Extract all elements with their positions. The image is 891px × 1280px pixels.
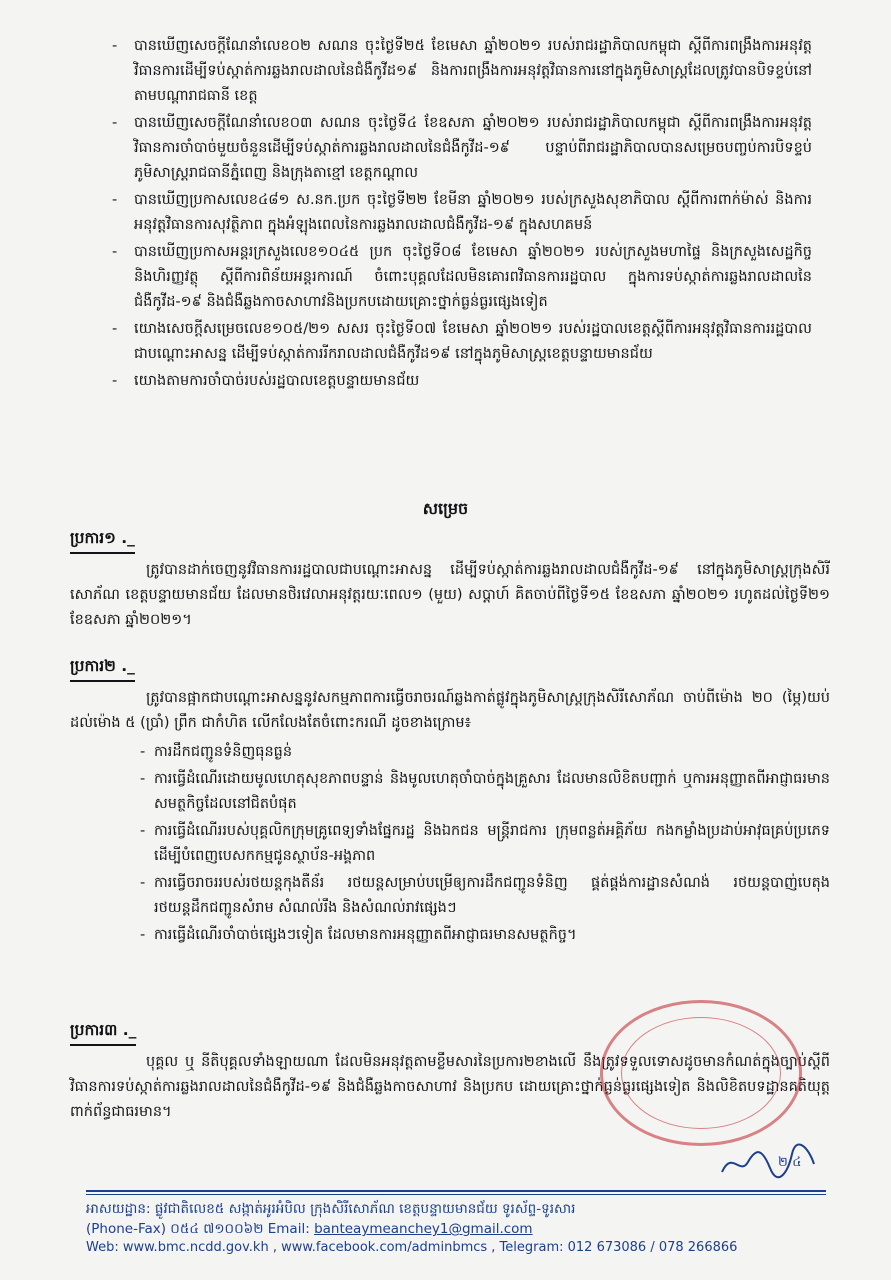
decision-heading: សម្រេច <box>422 499 469 518</box>
exception-item: - ការធ្វើដំណើររបស់បុគ្គលិកក្រុមគ្រូពេទ្យទាំងផ្នែករដ្ឋ និងឯកជន មន្ត្រីរាជការ ក្រុមពន្លត់អគ្គិភ័យ កងកម្លាំងប្រដាប់អាវុធគ្រប់ប្រភេទ ដើម្បីបំពេញបេសកកម្មជូនស្ថាប័ន-អង្គភាព <box>140 823 830 864</box>
legal-basis-item: - យោងតាមការចាំបាច់របស់រដ្ឋបាលខេត្តបន្ទាយមានជ័យ <box>112 373 420 389</box>
exception-list <box>140 740 830 948</box>
footer-web-links[interactable]: Web: www.bmc.ncdd.gov.kh , www.facebook.com/adminbmcs , Telegram: 012 673086 / 078 266866 <box>86 1240 738 1255</box>
footer <box>86 1190 826 1239</box>
article-text: ត្រូវបានផ្អាកជាបណ្តោះអាសន្ននូវសកម្មភាពការធ្វើចរាចរណ៍ឆ្លងកាត់ផ្លូវក្នុងភូមិសាស្ត្រក្រុងសិរីសោភ័ណ ចាប់ពីម៉ោង ២០ (ម្ភៃ)យប់ ដល់ម៉ោង ៥ (ប្រាំ) ព្រឹក ជាកំហិត លើកលែងតែចំពោះករណី ដូចខាងក្រោម៖ <box>70 690 830 731</box>
article-2 <box>70 654 830 950</box>
signature-initials <box>718 1142 818 1182</box>
exception-item: - ការដឹកជញ្ជូនទំនិញធុនធ្ងន់ <box>140 744 293 760</box>
legal-basis-item: - យោងសេចក្តីសម្រេចលេខ១០៥/២១ សសរ ចុះថ្ងៃទី០៧ ខែមេសា ឆ្នាំ២០២១ របស់រដ្ឋបាលខេត្តស្តីពីការអនុវត្តវិធានការរដ្ឋបាលជាបណ្តោះអាសន្ន ដើម្បីទប់ស្កាត់ការរីករាលដាលជំងឺកូវីដ១៩ នៅក្នុងភូមិសាស្ត្រខេត្តបន្ទាយមានជ័យ <box>112 321 812 362</box>
footer-rule <box>86 1194 826 1195</box>
footer-email-link[interactable]: banteaymeanchey1@gmail.com <box>314 1221 533 1237</box>
article-1 <box>70 526 830 633</box>
article-title: ប្រការ២ ._ <box>70 654 135 682</box>
footer-contact <box>86 1219 826 1239</box>
article-text: ត្រូវបានដាក់ចេញនូវវិធានការរដ្ឋបាលជាបណ្តោះអាសន្ន ដើម្បីទប់ស្កាត់ការឆ្លងរាលដាលជំងឺកូវីដ-១៩ នៅក្នុងភូមិសាស្ត្រក្រុងសិរីសោភ័ណ ខេត្តបន្ទាយមានជ័យ ដែលមានថិរវេលាអនុវត្តរយៈពេល១ (មួយ) សប្តាហ៍ គិតចាប់ពីថ្ងៃទី១៥ ខែឧសភា ឆ្នាំ២០២១ រហូតដល់ថ្ងៃទី២១ ខែឧសភា ឆ្នាំ២០២១។ <box>70 562 830 628</box>
footer-phone-fax: (Phone-Fax) ០៥៤ ៧១០០៦២ <box>86 1221 264 1237</box>
article-title: ប្រការ១ ._ <box>70 526 135 554</box>
exception-item: - ការធ្វើចរាចររបស់រថយន្តកុងតឺន័រ រថយន្តសម្រាប់បម្រើឲ្យការដឹកជញ្ជូនទំនិញ ផ្គត់ផ្គង់ការដ្ឋានសំណង់ រថយន្តបាញ់បេតុង រថយន្តដឹកជញ្ជូនសំរាម សំណល់រឹង និងសំណល់រាវផ្សេងៗ <box>140 875 830 916</box>
article-text: បុគ្គល ឬ នីតិបុគ្គលទាំងឡាយណា ដែលមិនអនុវត្តតាមខ្លឹមសារនៃប្រការ២ខាងលើ នឹងត្រូវទទួលទោសដូចមានកំណត់ក្នុងច្បាប់ស្តីពីវិធានការទប់ស្កាត់ការឆ្លងរាលដាលនៃជំងឺកូវីដ-១៩ និងជំងឺឆ្លងកាចសាហាវ និងប្រកប ដោយគ្រោះថ្នាក់ធ្ងន់ធ្ងរផ្សេងទៀត និងលិខិតបទដ្ឋានគតិយុត្តពាក់ព័ន្ធជាធរមាន។ <box>70 1054 830 1120</box>
exception-item: - ការធ្វើដំណើរដោយមូលហេតុសុខភាពបន្ទាន់ និងមូលហេតុចាំបាច់ក្នុងគ្រួសារ ដែលមានលិខិតបញ្ជាក់ ឬការអនុញ្ញាតពីអាជ្ញាធរមានសមត្ថកិច្ចដែលនៅជិតបំផុត <box>140 771 830 812</box>
legal-basis-item: - បានឃើញប្រកាសលេខ៤៨១ ស.នក.ប្រក ចុះថ្ងៃទី២២ ខែមីនា ឆ្នាំ២០២១ របស់ក្រសួងសុខាភិបាល ស្តីពីការពាក់ម៉ាស់ និងការអនុវត្តវិធានការសុវត្ថិភាព ក្នុងអំឡុងពេលនៃការឆ្លងរាលដាលជំងឺកូវីដ-១៩ ក្នុងសហគមន៍ <box>112 192 812 233</box>
legal-basis-list <box>112 34 812 396</box>
official-seal-stamp <box>600 1000 802 1146</box>
legal-basis-item: - បានឃើញប្រកាសអន្តរក្រសួងលេខ១០៤៥ ប្រក ចុះថ្ងៃទី០៨ ខែមេសា ឆ្នាំ២០២១ របស់ក្រសួងមហាផ្ទៃ និងក្រសួងសេដ្ឋកិច្ច និងហិរញ្ញវត្ថុ ស្តីពីការពិន័យអន្តរការណ៍ ចំពោះបុគ្គលដែលមិនគោរពវិធានការរដ្ឋបាល ក្នុងការទប់ស្កាត់ការឆ្លងរាលដាលនៃជំងឺកូវីដ-១៩ និងជំងឺឆ្លងកាចសាហាវនិងប្រកបដោយគ្រោះថ្នាក់ធ្ងន់ធ្ងរផ្សេងទៀត <box>112 244 812 310</box>
exception-item: - ការធ្វើដំណើរចាំបាច់ផ្សេងៗទៀត ដែលមានការអនុញ្ញាតពីអាជ្ញាធរមានសមត្ថកិច្ច។ <box>140 927 577 943</box>
footer-address: អាសយដ្ឋាន: ផ្លូវជាតិលេខ៥ សង្កាត់អូរអំបិល ក្រុងសិរីសោភ័ណ ខេត្តបន្ទាយមានជ័យ ទូរស័ព្ទ-ទូរសារ <box>86 1201 576 1217</box>
legal-basis-item: - បានឃើញសេចក្តីណែនាំលេខ០៣ សណន ចុះថ្ងៃទី៤ ខែឧសភា ឆ្នាំ២០២១ របស់រាជរដ្ឋាភិបាលកម្ពុជា ស្តីពីការពង្រឹងការអនុវត្តវិធានការចាំបាច់មួយចំនួនដើម្បីទប់ស្កាត់ការឆ្លងរាលដាលនៃជំងឺកូវីដ-១៩ បន្ទាប់ពីរាជរដ្ឋាភិបាលបានសម្រេចបញ្ចប់ការបិទខ្ទប់ភូមិសាស្ត្ររាជធានីភ្នំពេញ និងក្រុងតាខ្មៅ ខេត្តកណ្តាល <box>112 115 812 181</box>
page-number: ២/៤ <box>778 1155 802 1170</box>
footer-email-label: Email: <box>267 1221 310 1237</box>
article-title: ប្រការ៣ ._ <box>70 1018 136 1046</box>
footer-rule <box>86 1190 826 1192</box>
legal-basis-item: - បានឃើញសេចក្តីណែនាំលេខ០២ សណន ចុះថ្ងៃទី២៥ ខែមេសា ឆ្នាំ២០២១ របស់រាជរដ្ឋាភិបាលកម្ពុជា ស្តីពីការពង្រឹងការអនុវត្តវិធានការដើម្បីទប់ស្កាត់ការឆ្លងរាលដាលនៃជំងឺកូវីដ១៩ និងការពង្រឹងការអនុវត្តវិធានការនៅក្នុងភូមិសាស្ត្រដែលត្រូវបានបិទខ្ទប់នៅតាមបណ្តារាជធានី ខេត្ត <box>112 38 812 104</box>
